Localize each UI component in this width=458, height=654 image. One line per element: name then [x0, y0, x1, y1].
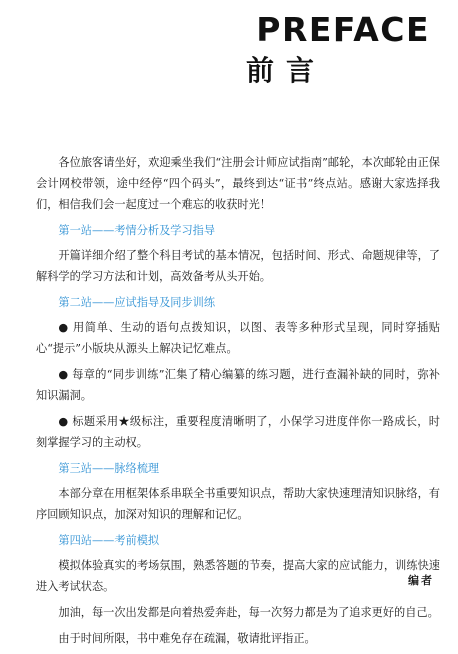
- station-1-paragraph: 开篇详细介绍了整个科目考试的基本情况，包括时间、形式、命题规律等，了解科学的学习方法和计划，高效备考从头开始。: [36, 249, 440, 283]
- station-4-heading: 第四站——考前模拟: [58, 534, 160, 547]
- station-3-heading: 第三站——脉络梳理: [58, 462, 160, 475]
- station-2-bullet-1: ● 用简单、生动的语句点拨知识，以图、表等多种形式呈现，同时穿插贴心“提示”小版块从源头上解决记忆难点。: [36, 321, 440, 355]
- station-2-heading: 第二站——应试指导及同步训练: [58, 296, 216, 309]
- intro-paragraph: 各位旅客请坐好，欢迎乘坐我们“注册会计师应试指南”邮轮，本次邮轮由正保会计网校带领，途中经停“四个码头”，最终到达“证书”终点站。感谢大家选择我们，相信我们会一起度过一个难忘的收获时光！: [36, 156, 440, 211]
- station-4-paragraph: 模拟体验真实的考场氛围，熟悉答题的节奏，提高大家的应试能力，训练快速进入考试状态。: [36, 559, 440, 593]
- preface-body: [36, 152, 440, 654]
- page-title-english: PREFACE: [256, 10, 430, 49]
- station-2-bullet-3: ● 标题采用★级标注，重要程度清晰明了，小保学习进度伴你一路成长，时刻掌握学习的主动权。: [36, 415, 440, 449]
- page-title-chinese: 前言: [245, 54, 326, 87]
- author-signature: 编者: [408, 574, 434, 587]
- closing-paragraph-1: 加油，每一次出发都是向着热爱奔赴，每一次努力都是为了追求更好的自己。: [58, 606, 439, 619]
- station-3-paragraph: 本部分章在用框架体系串联全书重要知识点，帮助大家快速理清知识脉络，有序回顾知识点，加深对知识的理解和记忆。: [36, 487, 440, 521]
- closing-paragraph-2: 由于时间所限，书中难免存在疏漏，敬请批评指正。: [58, 632, 316, 645]
- station-2-bullet-2: ● 每章的“同步训练”汇集了精心编纂的练习题，进行查漏补缺的同时，弥补知识漏洞。: [36, 368, 440, 402]
- station-1-heading: 第一站——考情分析及学习指导: [58, 224, 216, 237]
